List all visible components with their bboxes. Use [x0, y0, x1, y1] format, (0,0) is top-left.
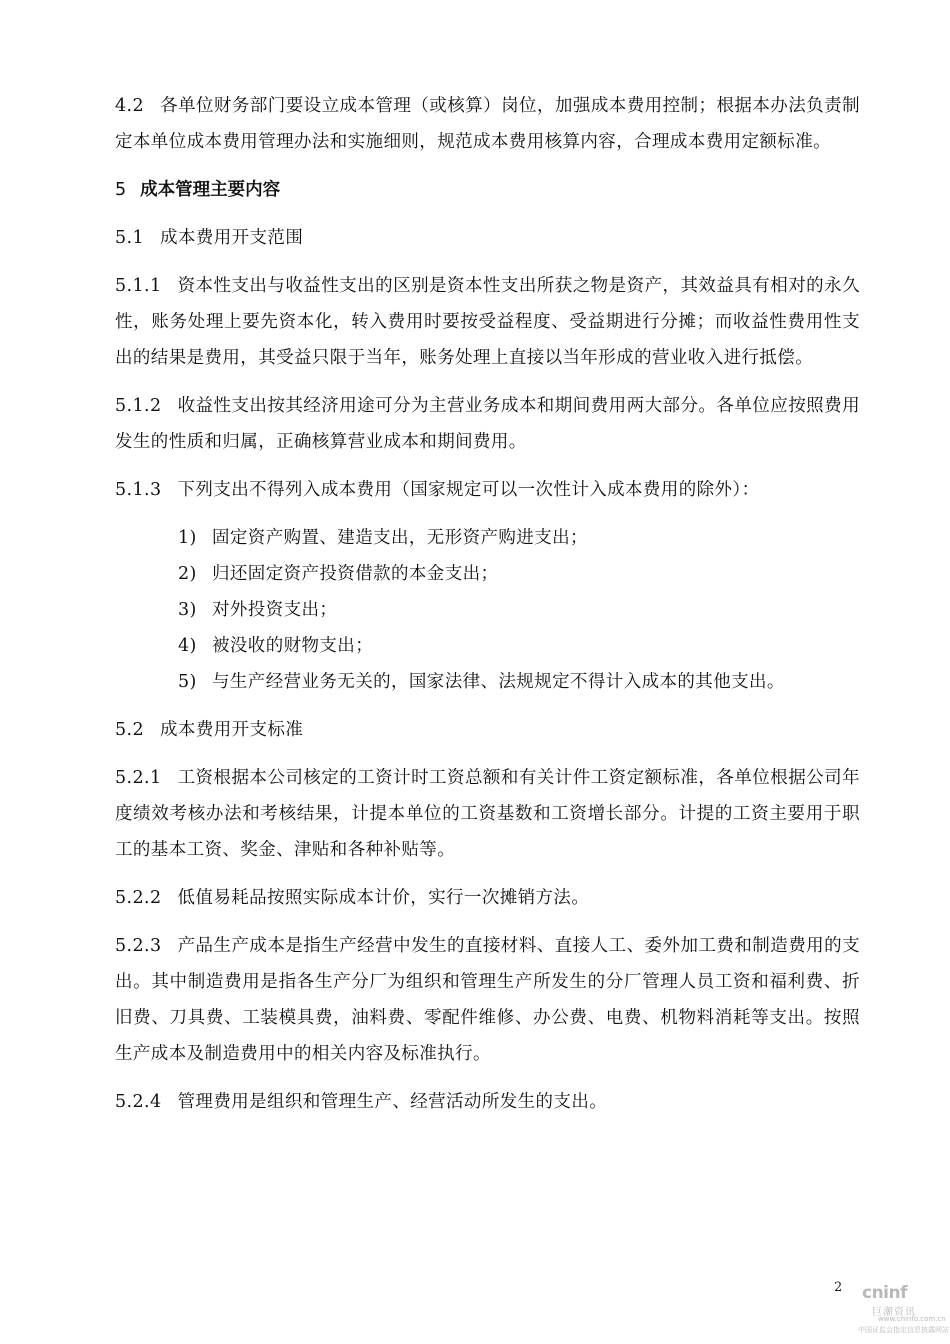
- section-number: 5.2.2: [115, 888, 162, 908]
- section-text: 产品生产成本是指生产经营中发生的直接材料、直接人工、委外加工费和制造费用的支出。其中制造费用是指各生产分厂为组织和管理生产所发生的分厂管理人员工资和福利费、折旧费、刀具费、工装模具费，油料费、零配件维修、办公费、电费、机物料消耗等支出。按照生产成本及制造费用中的相关内容及标准执行。: [115, 936, 860, 1064]
- list-item-text: 归还固定资产投资借款的本金支出；: [212, 564, 499, 584]
- list-item: [115, 520, 860, 556]
- document-body: [115, 88, 860, 1132]
- section-number: 5.1.1: [115, 276, 162, 296]
- list-item-number: 5): [178, 672, 197, 692]
- list-item: [115, 628, 860, 664]
- section-text: 工资根据本公司核定的工资计时工资总额和有关计件工资定额标准，各单位根据公司年度绩效考核办法和考核结果，计提本单位的工资基数和工资增长部分。计提的工资主要用于职工的基本工资、奖金、津贴和各种补贴等。: [115, 768, 860, 860]
- list-item: [115, 592, 860, 628]
- section-number: 5.1: [115, 228, 145, 248]
- logo-subtitle: 巨潮资讯: [872, 1307, 916, 1318]
- section-5-2-2: [115, 880, 860, 916]
- section-5-2-4: [115, 1084, 860, 1120]
- logo-wordmark: cninf: [862, 1283, 908, 1303]
- list-item-number: 4): [178, 636, 197, 656]
- section-number: 5.2.4: [115, 1092, 162, 1112]
- cninfo-logo: [858, 1283, 949, 1339]
- section-number: 5.1.3: [115, 480, 162, 500]
- section-text: 各单位财务部门要设立成本管理（或核算）岗位，加强成本费用控制；根据本办法负责制定本单位成本费用管理办法和实施细则，规范成本费用核算内容，合理成本费用定额标准。: [115, 96, 860, 152]
- logo-url: www.cninfo.com.cn: [878, 1315, 946, 1323]
- section-text: 资本性支出与收益性支出的区别是资本性支出所获之物是资产，其效益具有相对的永久性，账务处理上要先资本化，转入费用时要按受益程度、受益期进行分摊；而收益性费用性支出的结果是费用，其受益只限于当年，账务处理上直接以当年形成的营业收入进行抵偿。: [115, 276, 860, 368]
- section-text: 管理费用是组织和管理生产、经营活动所发生的支出。: [177, 1092, 608, 1112]
- list-item: [115, 664, 860, 700]
- logo-tagline: 中国证监会指定信息披露网站: [858, 1326, 949, 1334]
- section-5-2-3: [115, 928, 860, 1072]
- list-item-text: 与生产经营业务无关的，国家法律、法规规定不得计入成本的其他支出。: [212, 672, 785, 692]
- list-item-number: 1): [178, 528, 197, 548]
- section-text: 下列支出不得列入成本费用（国家规定可以一次性计入成本费用的除外）：: [177, 480, 760, 500]
- section-5-1-3: [115, 472, 860, 508]
- section-number: 5.1.2: [115, 396, 162, 416]
- section-number: 5.2.3: [115, 936, 162, 956]
- list-item-text: 固定资产购置、建造支出，无形资产购进支出；: [212, 528, 588, 548]
- exclusion-list: [115, 520, 860, 700]
- list-item-number: 2): [178, 564, 197, 584]
- section-5-1: [115, 220, 860, 256]
- section-5-1-2: [115, 388, 860, 460]
- section-text: 收益性支出按其经济用途可分为主营业务成本和期间费用两大部分。各单位应按照费用发生的性质和归属，正确核算营业成本和期间费用。: [115, 396, 860, 452]
- list-item: [115, 556, 860, 592]
- section-number: 5.2.1: [115, 768, 162, 788]
- list-item-text: 对外投资支出；: [212, 600, 338, 620]
- list-item-number: 3): [178, 600, 197, 620]
- section-text: 低值易耗品按照实际成本计价，实行一次摊销方法。: [177, 888, 590, 908]
- section-5-2-1: [115, 760, 860, 868]
- page-number: 2: [834, 1280, 843, 1295]
- section-5-1-1: [115, 268, 860, 376]
- section-title: 成本管理主要内容: [140, 180, 281, 200]
- section-number: 5.2: [115, 720, 145, 740]
- section-text: 成本费用开支范围: [160, 228, 304, 248]
- section-5-2: [115, 712, 860, 748]
- section-number: 5: [115, 180, 127, 200]
- section-text: 成本费用开支标准: [160, 720, 304, 740]
- section-5-heading: [115, 172, 860, 208]
- section-4-2: [115, 88, 860, 160]
- list-item-text: 被没收的财物支出；: [212, 636, 374, 656]
- section-number: 4.2: [115, 96, 145, 116]
